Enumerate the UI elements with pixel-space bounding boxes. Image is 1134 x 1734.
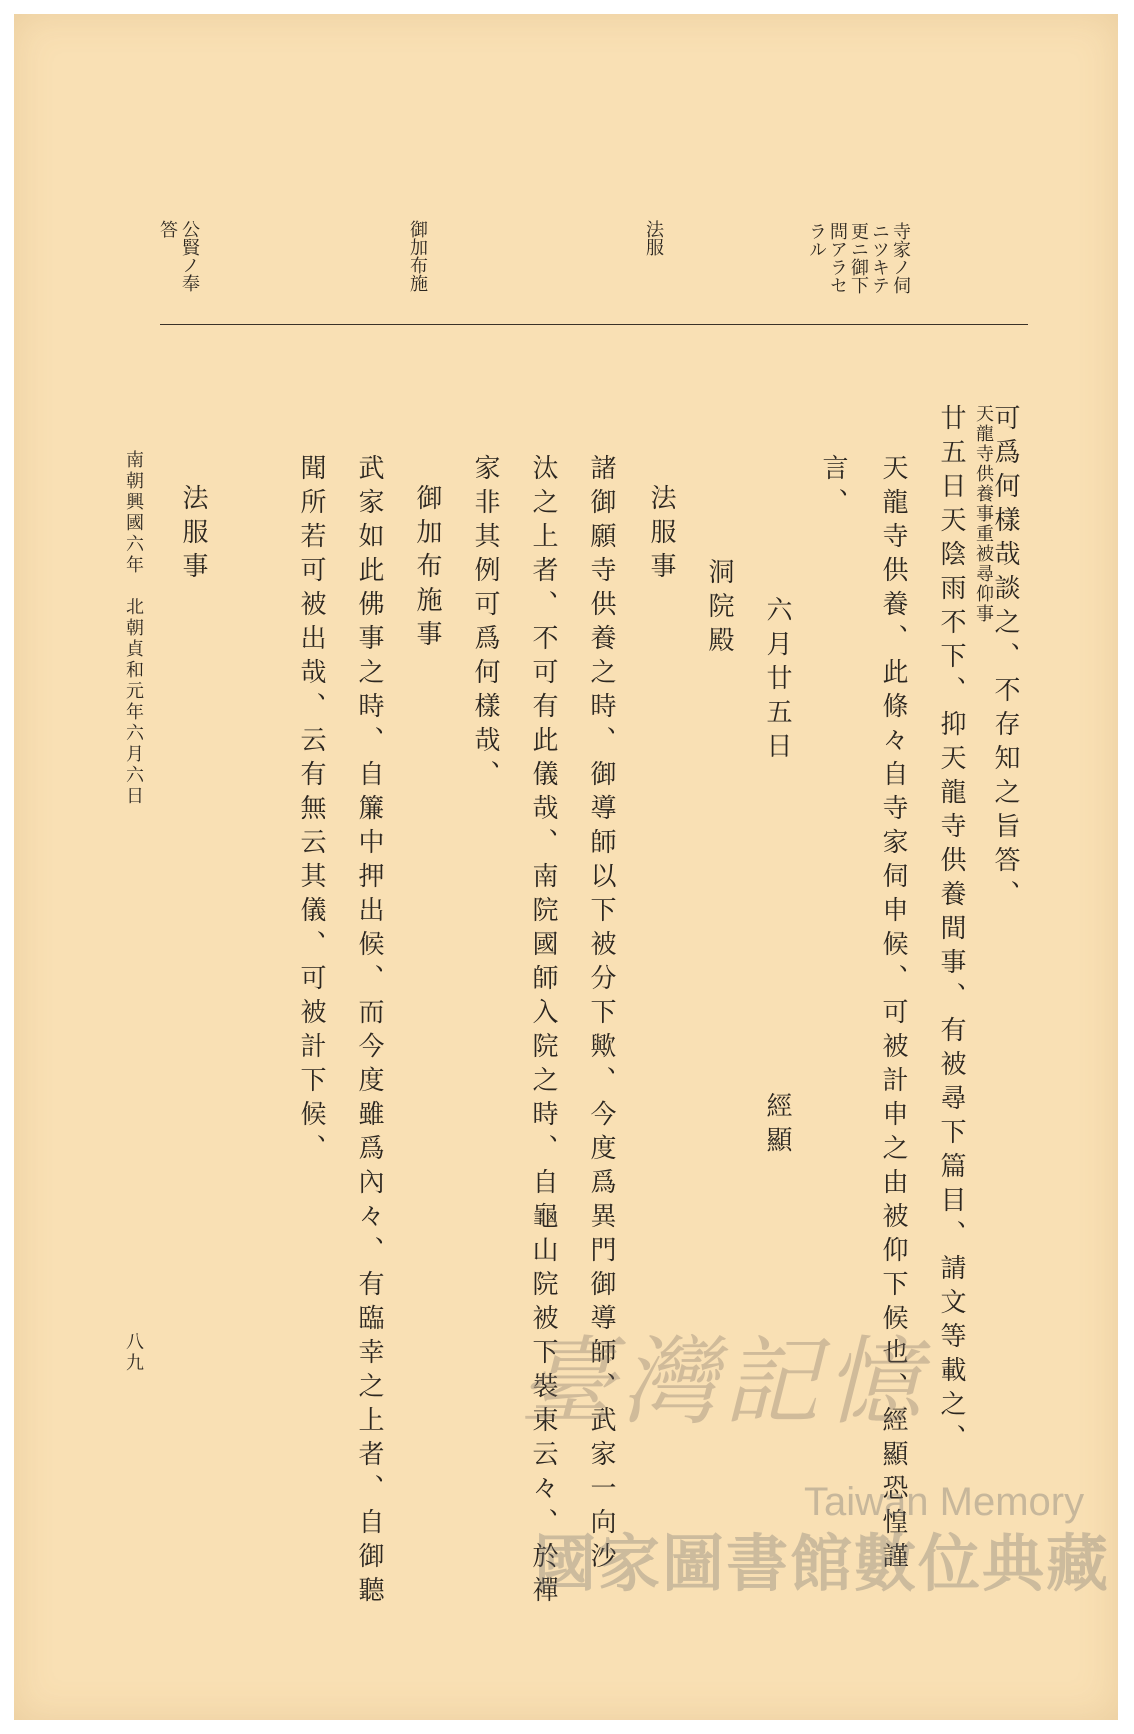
watermark-chinese: 國家圖書館數位典藏 <box>534 1530 1111 1599</box>
text-column: 言、 <box>818 454 848 522</box>
note-line: 寺家ノ伺 <box>890 222 911 294</box>
header-divider <box>160 324 1028 325</box>
watermark-calligraphy: 臺灣記憶 <box>519 1326 927 1438</box>
note-line: 公賢ノ奉 <box>179 220 200 292</box>
text-column: 武家如此佛事之時、自簾中押出候、而今度雖爲內々、有臨幸之上者、自御聽 <box>354 454 384 1610</box>
note-line: 問アラセ <box>827 222 848 294</box>
text-column: 汰之上者、不可有此儀哉、南院國師入院之時、自龜山院被下裝束云々、於禪 <box>528 454 558 1610</box>
text-column: 可爲何樣哉談之、不存知之旨答、 <box>990 404 1020 914</box>
letter-date: 六月廿五日 <box>762 596 792 766</box>
note-line: ラル <box>806 222 827 258</box>
note-hofuku: 法服 <box>643 220 664 256</box>
letter-recipient: 洞院殿 <box>704 558 734 660</box>
note-fuse: 御加布施 <box>407 220 428 292</box>
page-number: 八九 <box>123 1332 144 1374</box>
text-column: 聞所若可被出哉、云有無云其儀、可被計下候、 <box>296 454 326 1168</box>
watermark-english: Taiwan Memory <box>804 1480 1085 1524</box>
running-title: 南朝興國六年 北朝貞和元年六月六日 <box>123 450 144 807</box>
note-line: 更ニ御下 <box>848 222 869 294</box>
note-line: 答 <box>157 220 178 238</box>
section-heading: 御加布施事 <box>412 484 442 654</box>
section-heading: 法服事 <box>178 484 208 586</box>
text-column: 家非其例可爲何樣哉、 <box>470 454 500 794</box>
text-column: 諸御願寺供養之時、御導師以下被分下歟、今度爲異門御導師、武家一向沙 <box>586 454 616 1576</box>
section-subheading: 天龍寺供養事重被尋仰事 <box>973 404 994 624</box>
document-page <box>14 14 1118 1720</box>
section-heading: 法服事 <box>646 484 676 586</box>
note-line: ニツキテ <box>869 222 890 294</box>
text-column: 天龍寺供養、此條々自寺家伺申候、可被計申之由被仰下候也、經顯恐惶謹 <box>878 454 908 1576</box>
text-column: 廿五日天陰雨不下、抑天龍寺供養間事、有被尋下篇目、請文等載之、 <box>936 404 966 1458</box>
letter-signer: 經顯 <box>762 1092 792 1160</box>
